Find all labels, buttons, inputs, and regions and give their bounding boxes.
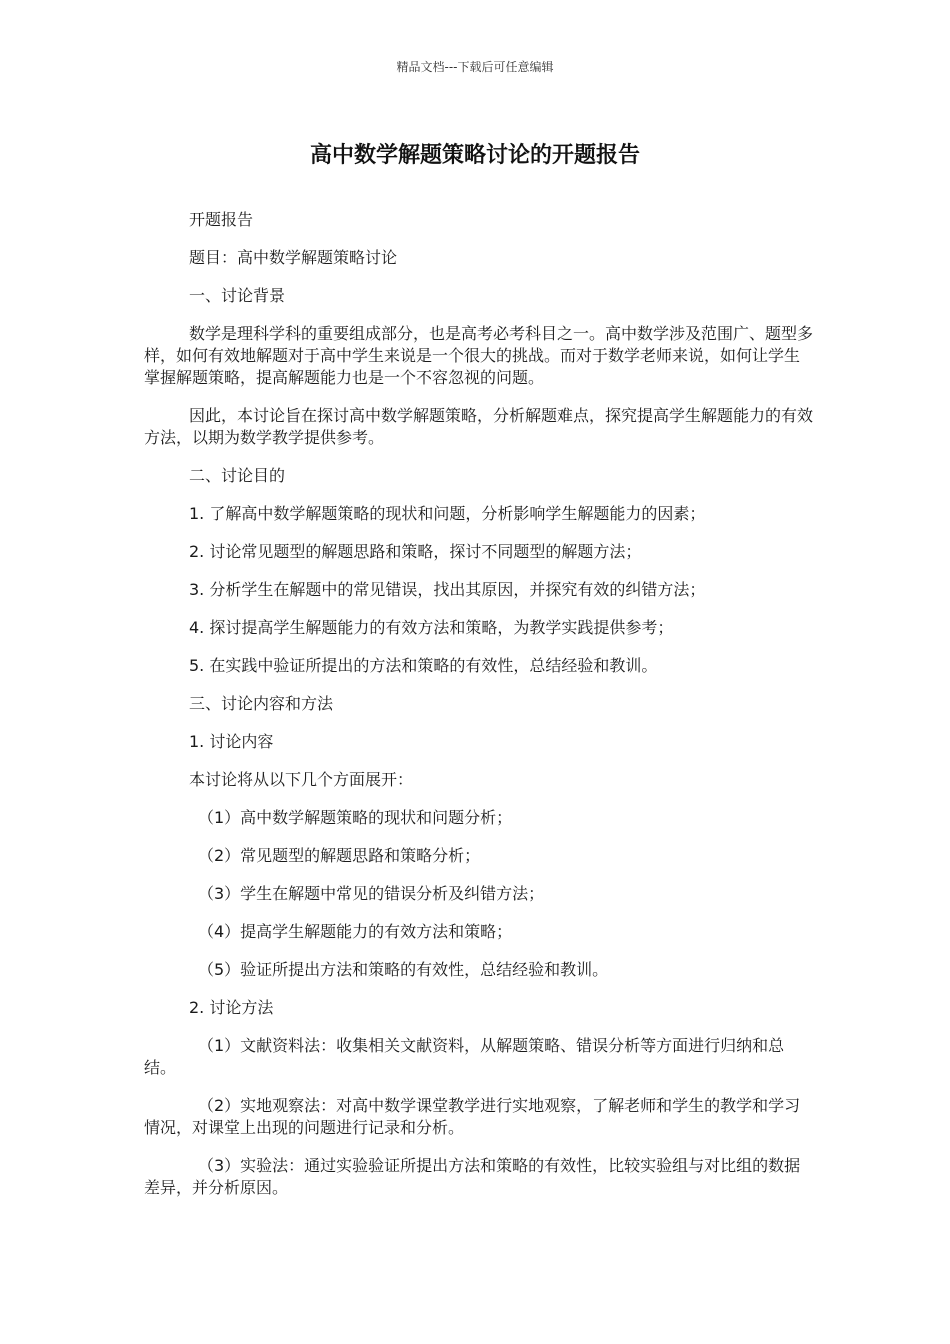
paragraph-background-1: 数学是理科学科的重要组成部分，也是高考必考科目之一。高中数学涉及范围广、题型多样，如何有效地解题对于高中学生来说是一个很大的挑战。而对于数学老师来说，如何让学生掌握解题策略，提高解题能力也是一个不容忽视的问题。	[144, 324, 814, 387]
content-intro: 本讨论将从以下几个方面展开：	[189, 770, 414, 789]
document-body	[144, 209, 814, 1215]
method-item-2: （2）实地观察法：对高中数学课堂教学进行实地观察，了解老师和学生的教学和学习情况，对课堂上出现的问题进行记录和分析。	[144, 1096, 801, 1137]
topic-line: 题目：高中数学解题策略讨论	[189, 248, 398, 267]
content-item-5: （5）验证所提出方法和策略的有效性，总结经验和教训。	[198, 960, 609, 979]
purpose-item-3: 3. 分析学生在解题中的常见错误，找出其原因，并探究有效的纠错方法；	[189, 580, 706, 599]
purpose-item-1: 1. 了解高中数学解题策略的现状和问题，分析影响学生解题能力的因素；	[189, 504, 706, 523]
subheading-method: 2. 讨论方法	[189, 998, 274, 1017]
method-item-3: （3）实验法：通过实验验证所提出方法和策略的有效性，比较实验组与对比组的数据差异，并分析原因。	[144, 1156, 801, 1197]
content-item-4: （4）提高学生解题能力的有效方法和策略；	[198, 922, 513, 941]
paragraph-background-2: 因此，本讨论旨在探讨高中数学解题策略，分析解题难点，探究提高学生解题能力的有效方法，以期为数学教学提供参考。	[144, 406, 814, 447]
content-item-2: （2）常见题型的解题思路和策略分析；	[198, 846, 481, 865]
purpose-item-5: 5. 在实践中验证所提出的方法和策略的有效性，总结经验和教训。	[189, 656, 658, 675]
method-item-1: （1）文献资料法：收集相关文献资料，从解题策略、错误分析等方面进行归纳和总结。	[144, 1036, 785, 1077]
content-item-1: （1）高中数学解题策略的现状和问题分析；	[198, 808, 513, 827]
heading-content-method: 三、讨论内容和方法	[189, 694, 334, 713]
purpose-item-4: 4. 探讨提高学生解题能力的有效方法和策略，为教学实践提供参考；	[189, 618, 674, 637]
purpose-item-2: 2. 讨论常见题型的解题思路和策略，探讨不同题型的解题方法；	[189, 542, 642, 561]
document-title: 高中数学解题策略讨论的开题报告	[309, 143, 640, 168]
heading-purpose: 二、讨论目的	[189, 466, 286, 485]
subheading-content: 1. 讨论内容	[189, 732, 274, 751]
heading-background: 一、讨论背景	[189, 286, 286, 305]
content-item-3: （3）学生在解题中常见的错误分析及纠错方法；	[198, 884, 545, 903]
section-label-report: 开题报告	[189, 210, 254, 229]
page-header: 精品文档---下载后可任意编辑	[396, 60, 554, 74]
